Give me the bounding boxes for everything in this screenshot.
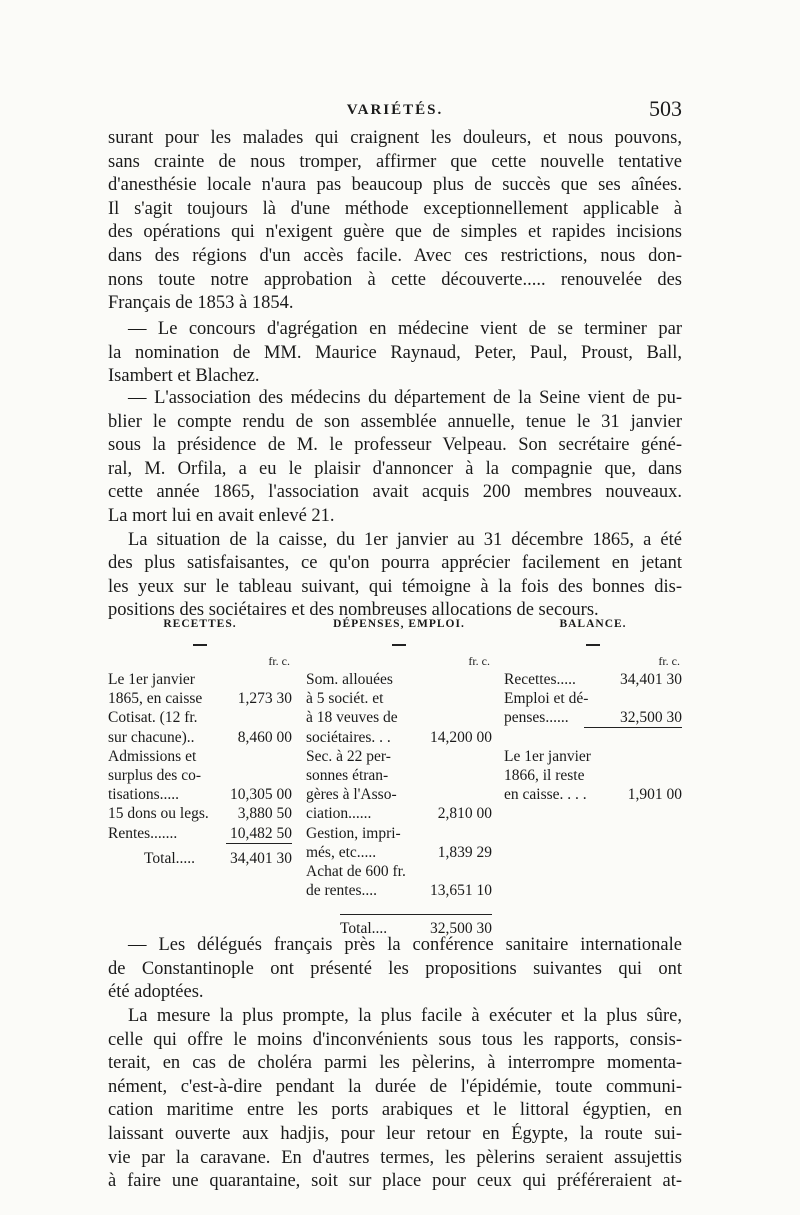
- heading-dash: [586, 644, 600, 646]
- text-line: à faire une quarantaine, soit sur place pour ceux qui préféreraient at-: [108, 1171, 682, 1192]
- ledger-amount: 3,880 50: [237, 805, 292, 823]
- ledger-row: [504, 670, 682, 689]
- ledger-amount: 2,810 00: [437, 805, 492, 823]
- paragraph-quarantine: [108, 1005, 682, 1194]
- ledger-label: sur chacune)..: [108, 728, 195, 746]
- ledger-label: surplus des co-: [108, 766, 201, 784]
- text-line: Français de 1853 à 1854.: [108, 293, 294, 314]
- text-line: cette année 1865, l'association avait acquis 200 membres nouveaux.: [108, 482, 682, 503]
- ledger-label: penses......: [504, 709, 569, 727]
- ledger-amount: 10,305 00: [230, 786, 292, 804]
- depenses-rows: [306, 670, 492, 900]
- ledger-row: [504, 766, 682, 785]
- ledger-row: [306, 728, 492, 747]
- ledger-row: [504, 747, 682, 766]
- ledger-label: à 5 sociét. et: [306, 690, 384, 708]
- text-line: de Constantinople ont présenté les propositions suivantes qui ont: [108, 958, 682, 979]
- text-line: ral, M. Orfila, a eu le plaisir d'annoncer à la compagnie que, dans: [108, 458, 682, 479]
- ledger-amount: 8,460 00: [237, 728, 292, 746]
- text-line: la nomination de MM. Maurice Raynaud, Peter, Paul, Proust, Ball,: [108, 342, 682, 363]
- ledger-amount: 1,273 30: [237, 690, 292, 708]
- text-line: Il s'agit toujours là d'une méthode exceptionnellement applicable à: [108, 198, 682, 219]
- ledger-label: Emploi et dé-: [504, 690, 589, 708]
- text-line: terait, en cas de choléra parmi les pèlerins, à interrompre momenta-: [108, 1053, 682, 1074]
- text-line: des plus satisfaisantes, ce qu'on pourra apprécier facilement en jetant: [108, 553, 682, 574]
- ledger-label: tisations.....: [108, 786, 180, 804]
- ledger-label: Gestion, impri-: [306, 824, 401, 842]
- balance-rule: [584, 727, 682, 728]
- ledger-row: [306, 785, 492, 804]
- text-line: d'anesthésie locale n'aura pas beaucoup plus de succès que ses aînées.: [108, 175, 682, 196]
- ledger-row: [108, 804, 292, 823]
- total-label: Total.....: [144, 850, 196, 867]
- recettes-total: [144, 850, 292, 868]
- text-line: nément, c'est-à-dire pendant la durée de l'épidémie, toute communi-: [108, 1076, 682, 1097]
- text-line: celle qui offre le moins d'inconvénients sous tous les rapports, consis-: [108, 1029, 682, 1050]
- ledger-row: [108, 728, 292, 747]
- ledger-label: Sec. à 22 per-: [306, 747, 391, 765]
- balance-rows: [504, 670, 682, 804]
- heading-dash: [392, 644, 406, 646]
- ledger-label: sonnes étran-: [306, 766, 389, 784]
- ledger-label: Le 1er janvier: [108, 671, 195, 688]
- ledger-amount: 14,200 00: [430, 728, 492, 746]
- page-number: 503: [649, 96, 682, 121]
- accounts-ledger: [108, 618, 682, 940]
- ledger-row: [108, 785, 292, 804]
- ledger-row: [108, 766, 292, 785]
- ledger-amount: 32,500 30: [620, 709, 682, 727]
- paragraph-agregation: [108, 318, 682, 389]
- ledger-label: 1866, il reste: [504, 766, 585, 784]
- recettes-rows: [108, 670, 292, 843]
- ledger-label: ciation......: [306, 805, 372, 823]
- ledger-amount: 1,839 29: [437, 843, 492, 861]
- text-line: les yeux sur le tableau suivant, qui témoigne à la fois des bonnes dis-: [108, 576, 682, 597]
- text-line: cation maritime entre les ports arabiques et le littoral égyptien, en: [108, 1100, 682, 1121]
- ledger-row: [306, 708, 492, 727]
- currency-unit: fr. c.: [268, 654, 290, 668]
- recettes-column: [108, 618, 292, 842]
- ledger-row: [504, 708, 682, 727]
- ledger-amount: 10,482 50: [230, 824, 292, 842]
- ledger-label: de rentes....: [306, 882, 378, 900]
- ledger-label: Som. allouées: [306, 671, 393, 688]
- column-heading: DÉPENSES, EMPLOI.: [333, 618, 465, 630]
- ledger-amount: 34,401 30: [620, 671, 682, 688]
- ledger-row: [306, 881, 492, 900]
- text-line: surant pour les malades qui craignent les douleurs, et nous pouvons,: [108, 128, 682, 148]
- ledger-row: [306, 862, 492, 881]
- ledger-row: [306, 766, 492, 785]
- ledger-row: [504, 689, 682, 708]
- ledger-row: [108, 689, 292, 708]
- text-line: vie par la caravane. En d'autres termes, les pèlerins seraient assujettis: [108, 1147, 682, 1168]
- ledger-row: [108, 747, 292, 766]
- text-line: blier le compte rendu de son assemblée annuelle, tenue le 31 janvier: [108, 411, 682, 432]
- ledger-row: [108, 824, 292, 843]
- ledger-row: [306, 747, 492, 766]
- total-label: Total....: [340, 920, 388, 937]
- text-line: La mort lui en avait enlevé 21.: [108, 505, 335, 526]
- text-line: des opérations qui n'exigent guère que de simples et rapides incisions: [108, 222, 682, 243]
- ledger-amount: 1,901 00: [627, 786, 682, 804]
- ledger-label: à 18 veuves de: [306, 709, 398, 727]
- text-line: La situation de la caisse, du 1er janvier au 31 décembre 1865, a été: [128, 529, 682, 550]
- paragraph-conference: [108, 934, 682, 1005]
- currency-unit: fr. c.: [658, 654, 680, 668]
- text-line: nons toute notre approbation à cette découverte..... renouvelée des: [108, 269, 682, 290]
- sum-rule: [226, 843, 292, 844]
- heading-dash: [193, 644, 207, 646]
- text-line: sans crainte de nous tromper, affirmer que cette nouvelle tentative: [108, 151, 682, 172]
- text-line: été adoptées.: [108, 982, 204, 1003]
- text-line: La mesure la plus prompte, la plus facile à exécuter et la plus sûre,: [128, 1006, 682, 1026]
- depenses-column: [306, 618, 492, 900]
- text-line: laissant ouverte aux hadjis, pour leur retour en Égypte, la route sui-: [108, 1123, 682, 1144]
- paragraph-anesthesia: [108, 127, 682, 316]
- ledger-label: Rentes.......: [108, 824, 178, 842]
- text-line: — Le concours d'agrégation en médecine vient de se terminer par: [128, 319, 682, 339]
- ledger-label: sociétaires. . .: [306, 728, 391, 746]
- page-header: [108, 96, 682, 126]
- ledger-row: [306, 843, 492, 862]
- ledger-label: 1865, en caisse: [108, 690, 203, 708]
- text-line: — Les délégués français près la conférence sanitaire internationale: [128, 935, 682, 955]
- column-heading: BALANCE.: [559, 618, 627, 630]
- text-line: positions des sociétaires et des nombreuses allocations de secours.: [108, 600, 599, 621]
- ledger-label: en caisse. . . .: [504, 786, 587, 804]
- ledger-label: 15 dons ou legs.: [108, 805, 209, 823]
- ledger-label: Le 1er janvier: [504, 747, 591, 765]
- ledger-row: [108, 708, 292, 727]
- total-value: 34,401 30: [230, 850, 292, 867]
- ledger-amount: 13,651 10: [430, 882, 492, 900]
- currency-unit: fr. c.: [468, 654, 490, 668]
- sum-rule: [340, 914, 492, 915]
- ledger-row: [504, 785, 682, 804]
- text-line: Isambert et Blachez.: [108, 366, 260, 387]
- paragraph-association: [108, 387, 682, 623]
- ledger-label: Admissions et: [108, 747, 197, 765]
- ledger-row: [306, 804, 492, 823]
- ledger-row: [108, 670, 292, 689]
- ledger-label: més, etc.....: [306, 843, 377, 861]
- text-line: sous la présidence de M. le professeur Velpeau. Son secrétaire géné-: [108, 435, 682, 456]
- ledger-label: Achat de 600 fr.: [306, 862, 406, 880]
- ledger-row: [306, 670, 492, 689]
- ledger-row: [504, 728, 682, 747]
- running-title: VARIÉTÉS.: [346, 102, 444, 118]
- text-line: — L'association des médecins du département de la Seine vient de pu-: [128, 388, 682, 408]
- text-line: dans des régions d'un accès facile. Avec ces restrictions, nous don-: [108, 245, 682, 266]
- ledger-row: [306, 689, 492, 708]
- ledger-row: [306, 824, 492, 843]
- ledger-label: Recettes.....: [504, 671, 576, 688]
- ledger-label: Cotisat. (12 fr.: [108, 709, 198, 727]
- ledger-label: gères à l'Asso-: [306, 786, 397, 804]
- total-value: 32,500 30: [430, 920, 492, 937]
- balance-column: [504, 618, 682, 804]
- column-heading: RECETTES.: [163, 618, 237, 630]
